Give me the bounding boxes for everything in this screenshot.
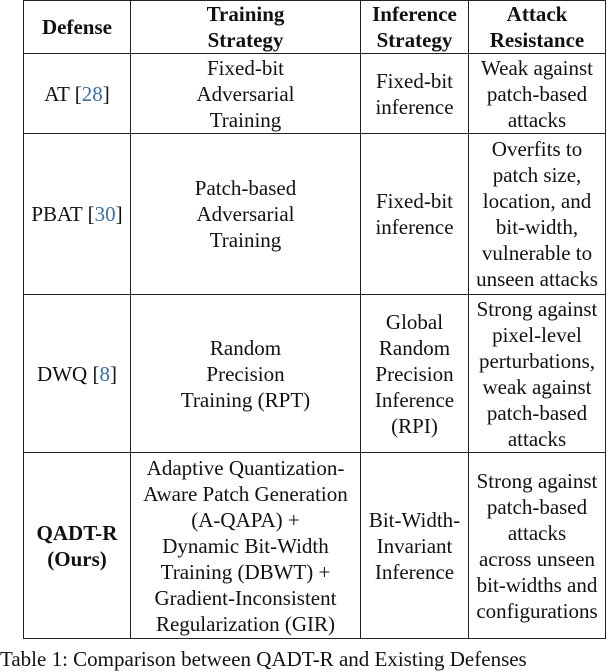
resistance-cell: Overfits to patch size, location, and bit-width, vulnerable to unseen attacks [469,134,606,295]
defense-cell-ours: QADT-R (Ours) [24,453,131,639]
header-inference-strategy: Inference Strategy [361,1,469,54]
comparison-table [23,0,606,639]
table-row [24,453,606,639]
defense-cell: AT [28] [24,54,131,134]
citation-link[interactable]: 28 [81,81,103,106]
table-row [24,134,606,295]
table-caption: Table 1: Comparison between QADT-R and Existing Defenses [0,647,527,671]
header-defense: Defense [24,1,131,54]
header-attack-resistance: Attack Resistance [469,1,606,54]
inference-cell: Fixed-bit inference [361,54,469,134]
comparison-table-container [23,0,605,639]
training-cell: Fixed-bit Adversarial Training [131,54,361,134]
defense-cell: DWQ [8] [24,295,131,453]
header-training-strategy: Training Strategy [131,1,361,54]
resistance-cell: Strong against pixel-level perturbations, weak against patch-based attacks [469,295,606,453]
citation-link[interactable]: 8 [99,361,110,386]
inference-cell: Global Random Precision Inference (RPI) [361,295,469,453]
resistance-cell: Strong against patch-based attacks across unseen bit-widths and configurations [469,453,606,639]
training-cell: Patch-based Adversarial Training [131,134,361,295]
training-cell: Adaptive Quantization- Aware Patch Generation (A-QAPA) + Dynamic Bit-Width Training (DBWT) + Gradient-Inconsistent Regularization (GIR) [131,453,361,639]
citation-link[interactable]: 30 [94,202,116,226]
training-cell: Random Precision Training (RPT) [131,295,361,453]
inference-cell: Bit-Width- Invariant Inference [361,453,469,639]
table-row [24,54,606,134]
resistance-cell: Weak against patch-based attacks [469,54,606,134]
header-row [24,1,606,54]
table-row [24,295,606,453]
inference-cell: Fixed-bit inference [361,134,469,295]
defense-cell: PBAT [30] [24,134,131,295]
